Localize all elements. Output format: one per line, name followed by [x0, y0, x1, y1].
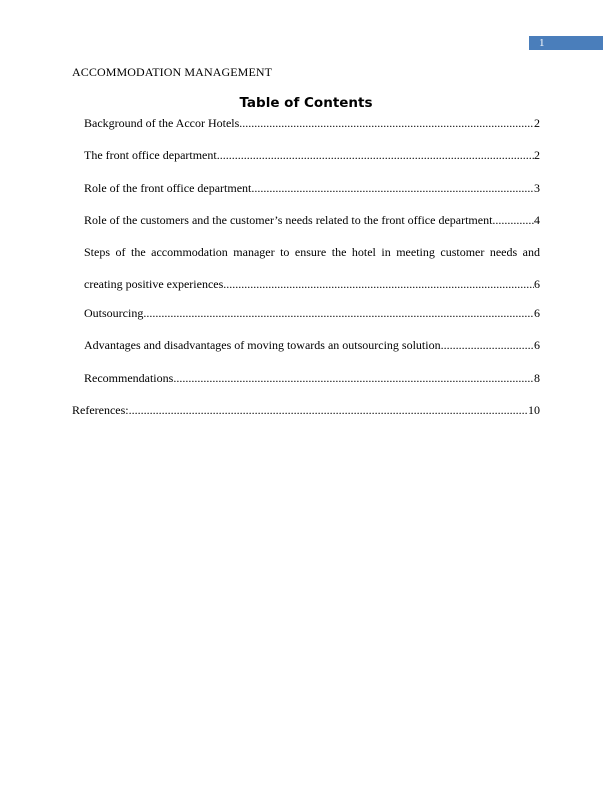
toc-entry-role-front-office[interactable]	[84, 181, 540, 195]
toc-entry-text: Role of the customers and the customer’s needs related to the front office department	[84, 213, 493, 227]
toc-title: Table of Contents	[239, 95, 373, 111]
running-head: ACCOMMODATION MANAGEMENT	[72, 65, 273, 79]
toc-entry-page: 4	[534, 213, 540, 227]
toc-entry-text: creating positive experiences	[84, 277, 224, 291]
toc-entry-steps-line1[interactable]: Steps of the accommodation manager to ensure the hotel in meeting customer needs and	[84, 245, 540, 259]
toc-leader-dots	[239, 116, 534, 130]
toc-entry-outsourcing[interactable]	[84, 306, 540, 320]
toc-entry-text: Advantages and disadvantages of moving towards an outsourcing solution	[84, 338, 441, 352]
toc-entry-page: 2	[534, 148, 540, 162]
toc-entry-text: Recommendations	[84, 371, 174, 385]
toc-entry-page: 6	[534, 338, 540, 352]
toc-entry-text: References:	[72, 403, 129, 417]
toc-entry-front-office[interactable]	[84, 148, 540, 162]
toc-leader-dots	[441, 338, 534, 352]
toc-entry-references[interactable]	[72, 403, 540, 417]
toc-leader-dots	[492, 213, 534, 227]
toc-leader-dots	[251, 181, 534, 195]
toc-leader-dots	[173, 371, 534, 385]
toc-entry-page: 3	[534, 181, 540, 195]
toc-leader-dots	[217, 148, 534, 162]
page-number-box	[529, 36, 603, 50]
toc-entry-page: 10	[528, 403, 540, 417]
toc-entry-page: 8	[534, 371, 540, 385]
toc-entry-text: Outsourcing	[84, 306, 144, 320]
toc-entry-text: The front office department	[84, 148, 217, 162]
toc-entry-page: 6	[534, 306, 540, 320]
toc-entry-page: 6	[534, 277, 540, 291]
toc-leader-dots	[143, 306, 534, 320]
toc-entry-page: 2	[534, 116, 540, 130]
page-number: 1	[539, 37, 545, 49]
toc-leader-dots	[129, 403, 528, 417]
toc-leader-dots	[223, 277, 534, 291]
toc-entry-text: Role of the front office department	[84, 181, 252, 195]
toc-entry-advantages[interactable]	[84, 338, 540, 352]
toc-entry-recommendations[interactable]	[84, 371, 540, 385]
toc-entry-steps-line2[interactable]	[84, 277, 540, 291]
toc-entry-background[interactable]	[84, 116, 540, 130]
toc-entry-role-customers[interactable]	[84, 213, 540, 227]
toc-entry-text: Background of the Accor Hotels	[84, 116, 240, 130]
